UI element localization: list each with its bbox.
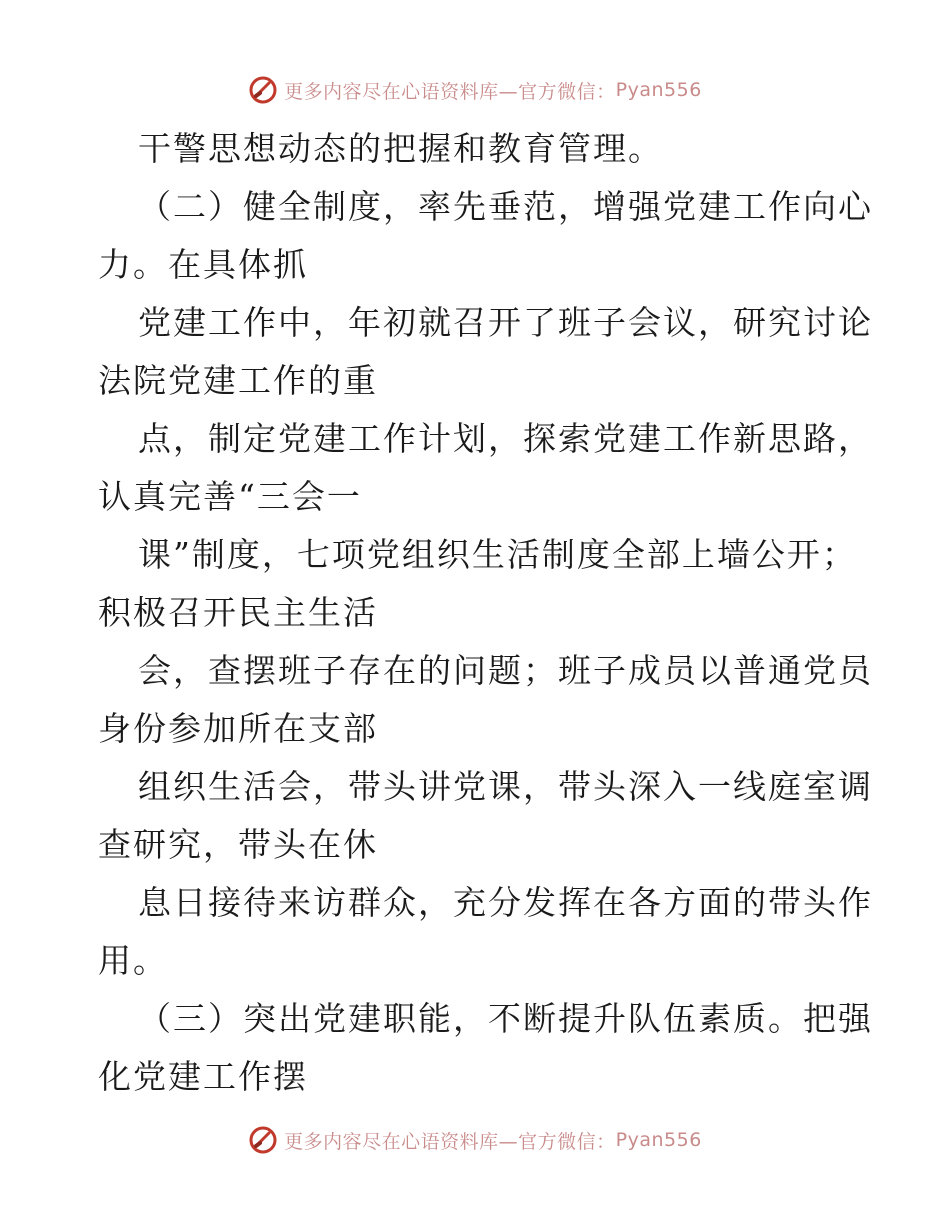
body-line: 干警思想动态的把握和教育管理。 <box>138 129 663 168</box>
body-line: 会，查摆班子存在的问题；班子成员以普通党员 <box>138 651 873 690</box>
body-line: 认真完善“三会一 <box>98 477 362 516</box>
body-line: 法院党建工作的重 <box>98 361 378 400</box>
body-line: （二）健全制度，率先垂范，增强党建工作向心 <box>138 187 873 226</box>
body-line: 息日接待来访群众，充分发挥在各方面的带头作 <box>138 883 873 922</box>
body-line: 党建工作中，年初就召开了班子会议，研究讨论 <box>138 303 873 342</box>
body-line: 身份参加所在支部 <box>98 709 378 748</box>
body-line: 点，制定党建工作计划，探索党建工作新思路， <box>138 419 873 458</box>
header-banner-handle: Pyan556 <box>615 79 702 101</box>
footer-banner <box>0 1120 950 1160</box>
body-line: 课”制度，七项党组织生活制度全部上墙公开； <box>138 535 857 574</box>
header-banner <box>0 70 950 110</box>
body-line: 积极召开民主生活 <box>98 593 378 632</box>
body-line: 用。 <box>98 941 168 980</box>
body-line: 力。在具体抓 <box>98 245 308 284</box>
header-banner-text: 更多内容尽在心语资料库—官方微信： <box>284 80 616 103</box>
footer-banner-text: 更多内容尽在心语资料库—官方微信： <box>284 1130 616 1153</box>
brush-logo-icon <box>248 1125 278 1155</box>
body-line: 化党建工作摆 <box>98 1057 308 1096</box>
body-line: 查研究，带头在休 <box>98 825 378 864</box>
body-line: （三）突出党建职能，不断提升队伍素质。把强 <box>138 999 873 1038</box>
footer-banner-handle: Pyan556 <box>615 1129 702 1151</box>
body-line: 组织生活会，带头讲党课，带头深入一线庭室调 <box>138 767 873 806</box>
brush-logo-icon <box>248 75 278 105</box>
document-body <box>98 120 873 1106</box>
